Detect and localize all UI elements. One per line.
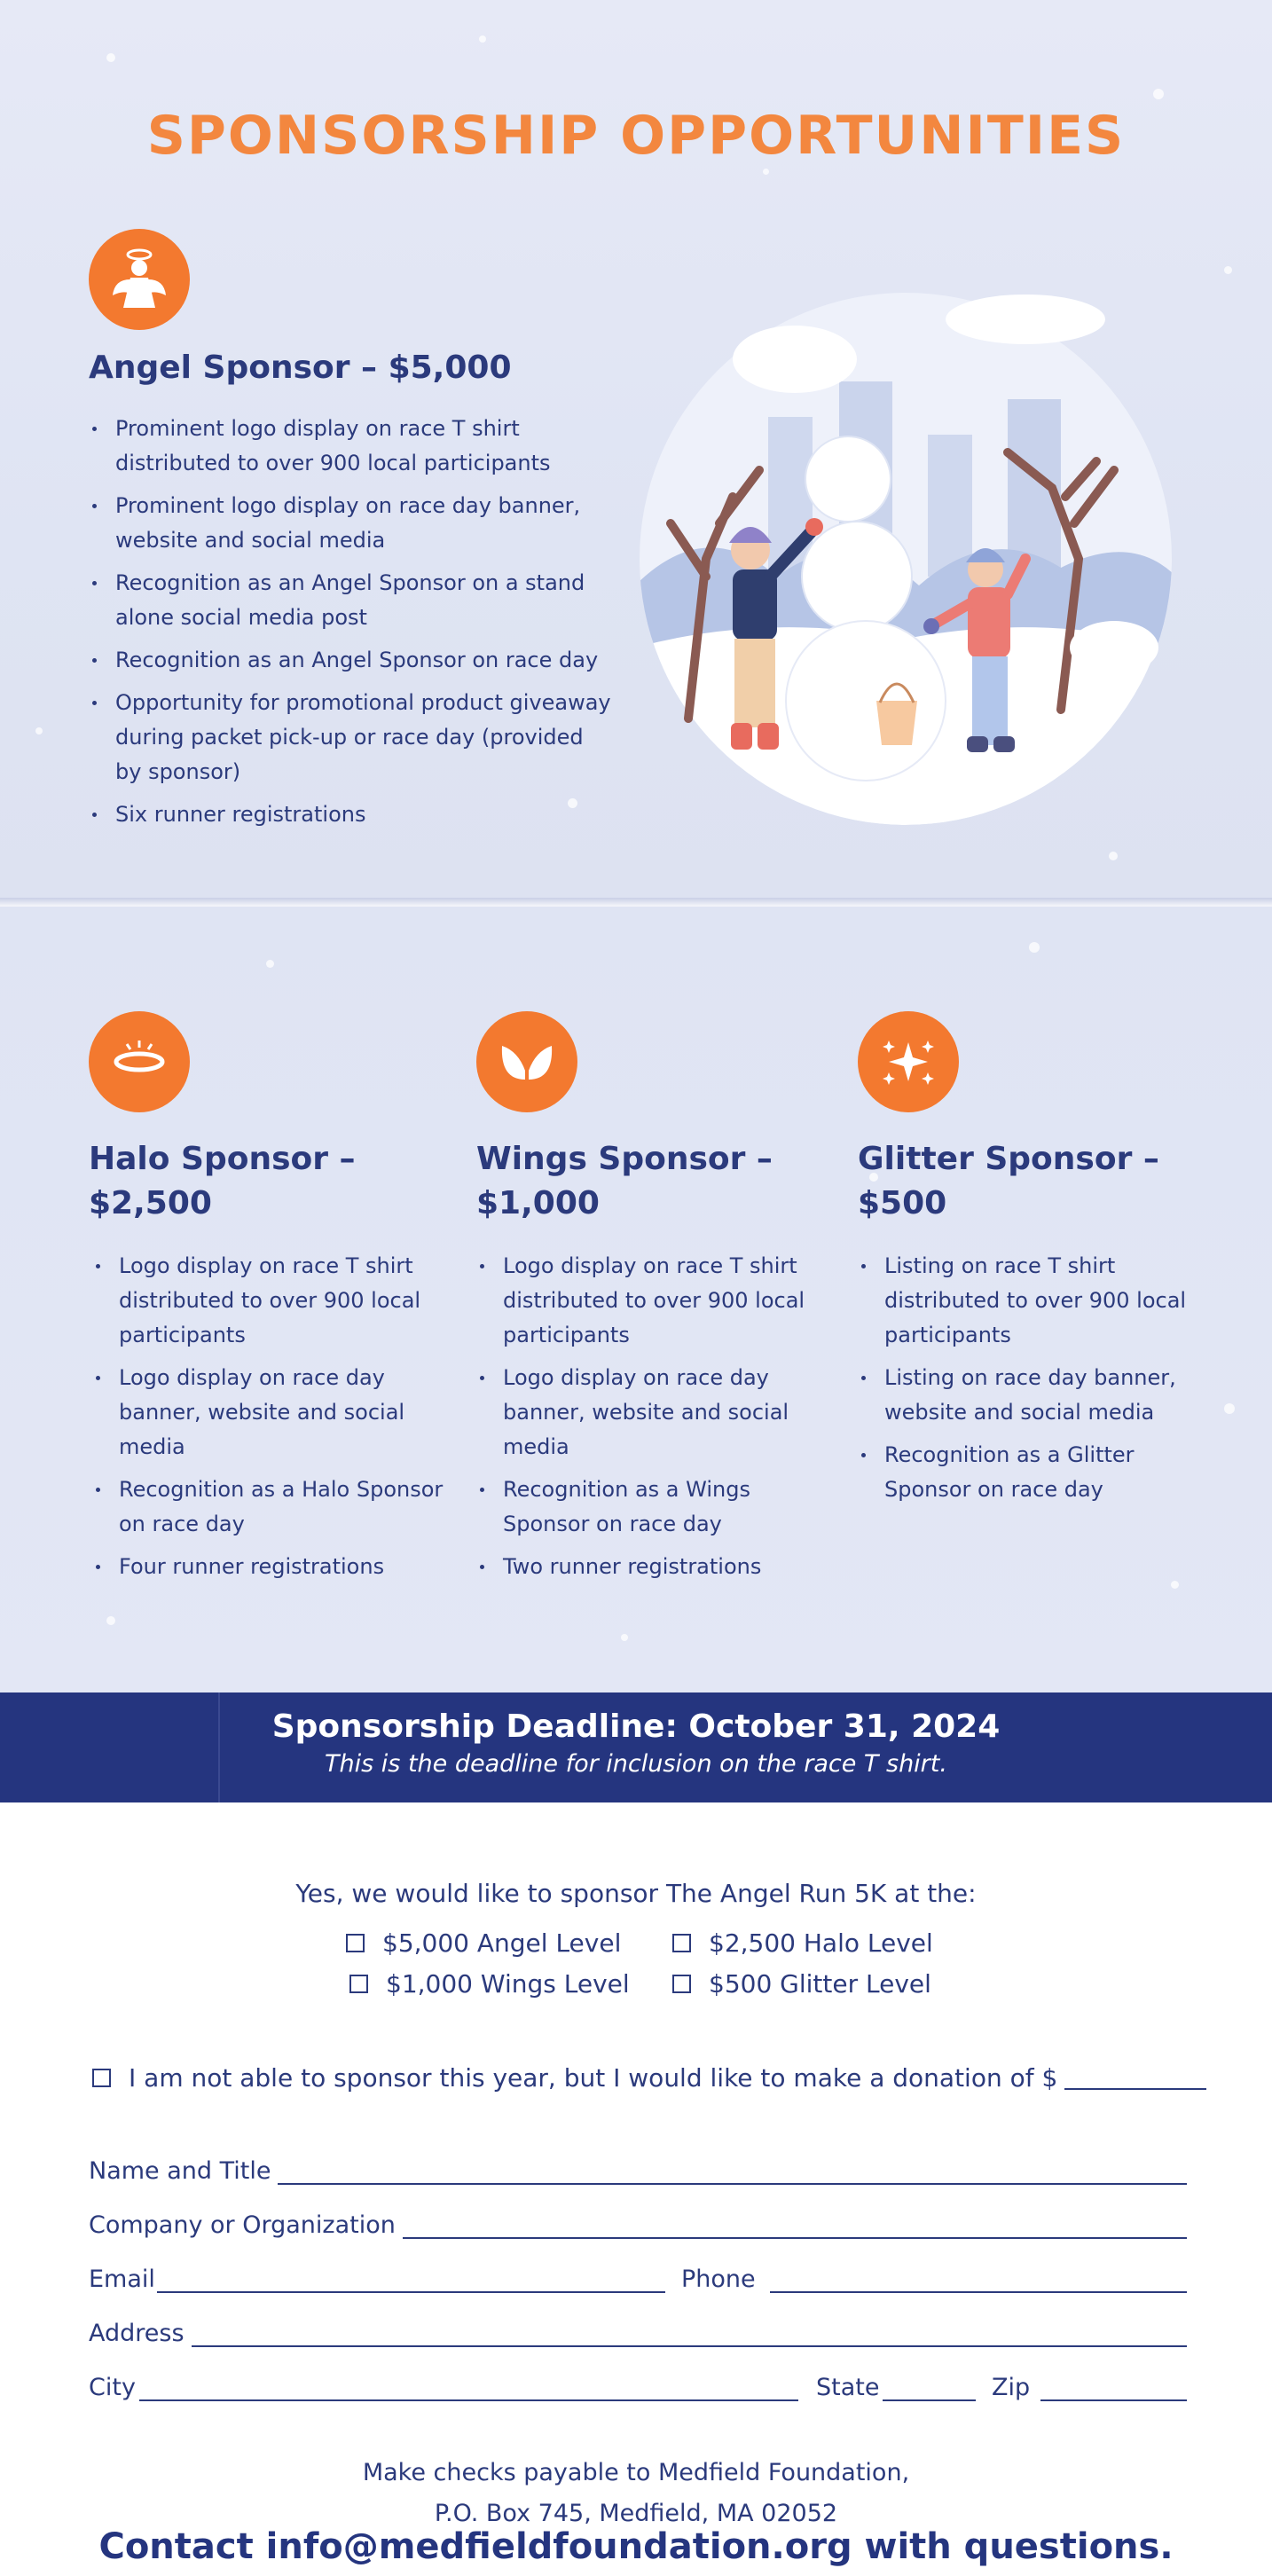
option-wings[interactable]: $1,000 Wings Level bbox=[349, 1969, 630, 1999]
donation-amount-field[interactable] bbox=[1064, 2067, 1206, 2090]
wings-heading: Wings Sponsor – $1,000 bbox=[476, 1141, 773, 1221]
halo-heading: Halo Sponsor – $2,500 bbox=[89, 1141, 356, 1221]
address-field[interactable]: Address bbox=[89, 2320, 1187, 2347]
name-field[interactable]: Name and Title bbox=[89, 2157, 1187, 2185]
company-field[interactable]: Company or Organization bbox=[89, 2211, 1187, 2239]
form-intro: Yes, we would like to sponsor The Angel Run 5K at the: bbox=[295, 1879, 977, 1908]
phone-field[interactable]: Phone bbox=[681, 2266, 1187, 2293]
list-item: Four runner registrations bbox=[92, 1550, 456, 1584]
checkbox[interactable] bbox=[349, 1975, 368, 1993]
sponsor-form bbox=[0, 1802, 1272, 2576]
wings-benefits bbox=[476, 1249, 836, 1592]
divider bbox=[218, 1692, 220, 1802]
list-item: Recognition as a Halo Sponsor on race day bbox=[92, 1473, 456, 1542]
angel-benefits bbox=[89, 412, 612, 840]
list-item: Logo display on race T shirt distributed to over 900 local participants bbox=[476, 1249, 836, 1353]
state-field[interactable]: State bbox=[816, 2374, 976, 2401]
list-item: Prominent logo display on race T shirt distributed to over 900 local participants bbox=[89, 412, 612, 481]
snowman-illustration bbox=[635, 293, 1176, 843]
phone-input-line[interactable] bbox=[770, 2272, 1187, 2293]
halo-icon bbox=[89, 1011, 190, 1112]
email-input-line[interactable] bbox=[157, 2272, 665, 2293]
page-title: SPONSORSHIP OPPORTUNITIES bbox=[146, 105, 1126, 167]
list-item: Logo display on race day banner, website and social media bbox=[92, 1361, 456, 1465]
list-item: Logo display on race day banner, website and social media bbox=[476, 1361, 836, 1465]
company-input-line[interactable] bbox=[403, 2218, 1187, 2239]
wings-icon bbox=[476, 1011, 577, 1112]
angel-heading: Angel Sponsor – $5,000 bbox=[89, 349, 512, 386]
checkbox[interactable] bbox=[92, 2069, 111, 2087]
donation-option[interactable]: I am not able to sponsor this year, but I would like to make a donation of $ bbox=[92, 2063, 1206, 2093]
fold-line bbox=[0, 898, 1272, 907]
deadline-title: Sponsorship Deadline: October 31, 2024 bbox=[271, 1708, 1001, 1745]
halo-benefits bbox=[92, 1249, 456, 1592]
glitter-heading: Glitter Sponsor – $500 bbox=[858, 1141, 1159, 1221]
angel-icon bbox=[89, 229, 190, 330]
list-item: Recognition as an Angel Sponsor on race day bbox=[89, 643, 612, 678]
list-item: Two runner registrations bbox=[476, 1550, 836, 1584]
list-item: Recognition as an Angel Sponsor on a stand alone social media post bbox=[89, 566, 612, 635]
checkbox[interactable] bbox=[672, 1975, 691, 1993]
list-item: Prominent logo display on race day banner, website and social media bbox=[89, 489, 612, 558]
name-input-line[interactable] bbox=[278, 2164, 1187, 2185]
sparkle-icon bbox=[858, 1011, 959, 1112]
list-item: Logo display on race T shirt distributed to over 900 local participants bbox=[92, 1249, 456, 1353]
contact-line: Contact info@medfieldfoundation.org with questions. bbox=[98, 2526, 1174, 2567]
zip-input-line[interactable] bbox=[1040, 2380, 1187, 2401]
zip-field[interactable]: Zip bbox=[992, 2374, 1187, 2401]
state-input-line[interactable] bbox=[883, 2380, 976, 2401]
city-input-line[interactable] bbox=[139, 2380, 798, 2401]
option-glitter[interactable]: $500 Glitter Level bbox=[672, 1969, 931, 1999]
checkbox[interactable] bbox=[672, 1934, 691, 1952]
checks-payable: Make checks payable to Medfield Foundation, bbox=[362, 2459, 910, 2486]
option-angel[interactable]: $5,000 Angel Level bbox=[346, 1928, 621, 1958]
checkbox[interactable] bbox=[346, 1934, 365, 1952]
address-input-line[interactable] bbox=[192, 2326, 1187, 2347]
list-item: Listing on race T shirt distributed to over 900 local participants bbox=[858, 1249, 1213, 1353]
option-halo[interactable]: $2,500 Halo Level bbox=[672, 1928, 933, 1958]
list-item: Recognition as a Glitter Sponsor on race day bbox=[858, 1438, 1213, 1507]
mailing-address: P.O. Box 745, Medfield, MA 02052 bbox=[434, 2500, 838, 2527]
glitter-benefits bbox=[858, 1249, 1213, 1515]
list-item: Listing on race day banner, website and social media bbox=[858, 1361, 1213, 1430]
list-item: Six runner registrations bbox=[89, 797, 612, 832]
deadline-subtitle: This is the deadline for inclusion on the race T shirt. bbox=[325, 1750, 947, 1778]
deadline-banner bbox=[0, 1692, 1272, 1802]
list-item: Recognition as a Wings Sponsor on race day bbox=[476, 1473, 836, 1542]
city-field[interactable]: City bbox=[89, 2374, 798, 2401]
email-field[interactable]: Email bbox=[89, 2266, 665, 2293]
list-item: Opportunity for promotional product giveaway during packet pick-up or race day (provided by sponsor) bbox=[89, 686, 612, 789]
